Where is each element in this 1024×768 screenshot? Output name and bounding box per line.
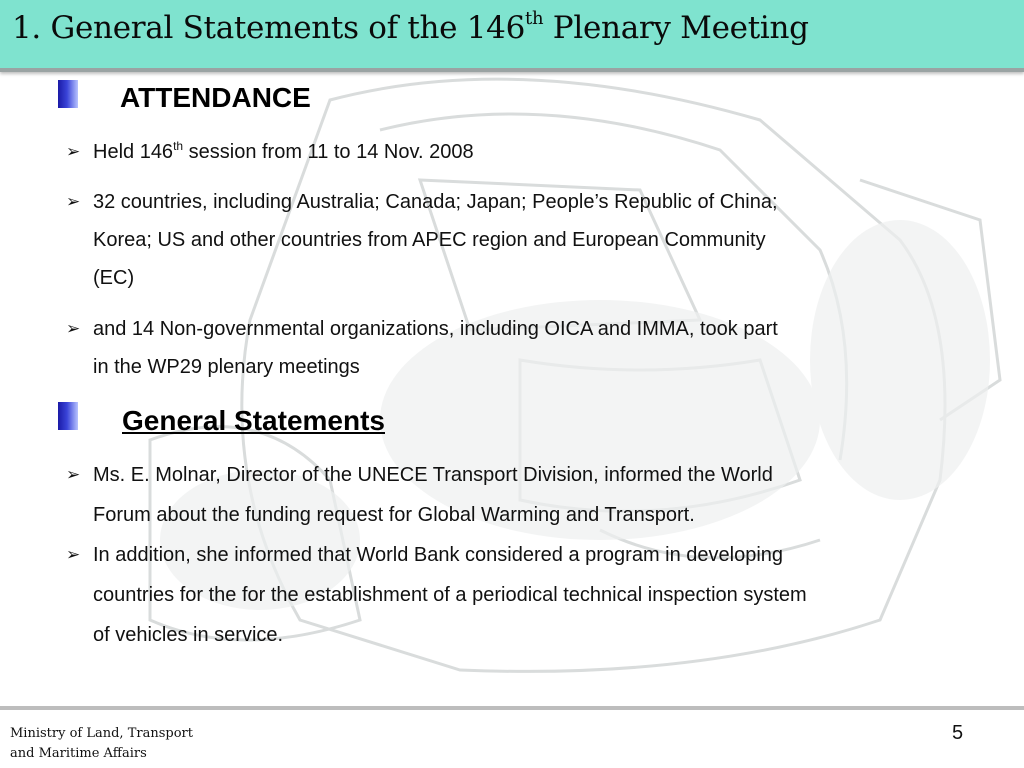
footer-rule (0, 706, 1024, 710)
bullet-arrow-icon: ➢ (66, 545, 81, 564)
attendance-heading: ATTENDANCE (120, 82, 311, 113)
attendance-bullet-3: ➢ and 14 Non-governmental organizations, including OICA and IMMA, took part in the WP29 plenary meetings (66, 310, 1016, 386)
section-marker-icon (58, 80, 78, 108)
attendance-bullet-1: ➢ Held 146th session from 11 to 14 Nov. 2008 (66, 133, 1016, 171)
general-statements-bullet-1: ➢ Ms. E. Molnar, Director of the UNECE Transport Division, informed the World Forum about the funding request for Global Warming and Transport. (66, 455, 1016, 535)
title-superscript: th (525, 8, 544, 29)
general-statements-heading: General Statements (122, 405, 385, 436)
bullet-arrow-icon: ➢ (66, 319, 81, 338)
bullet-arrow-icon: ➢ (66, 465, 81, 484)
attendance-bullet-2: ➢ 32 countries, including Australia; Canada; Japan; People’s Republic of China; Korea; US and other countries from APEC region and European Community (EC) (66, 183, 1016, 297)
page-number: 5 (952, 722, 964, 744)
general-statements-bullet-2: ➢ In addition, she informed that World Bank considered a program in developing countries for the for the establishment of a periodical technical inspection system of vehicles in service. (66, 535, 1016, 655)
bullet-arrow-icon: ➢ (66, 192, 81, 211)
title-bar (0, 0, 1024, 68)
section-marker-icon (58, 402, 78, 430)
slide-title: 1. General Statements of the 146th Plenary Meeting (12, 8, 809, 46)
footer-organization: Ministry of Land, Transport and Maritime Affairs (10, 726, 193, 761)
bullet-arrow-icon: ➢ (66, 142, 81, 161)
